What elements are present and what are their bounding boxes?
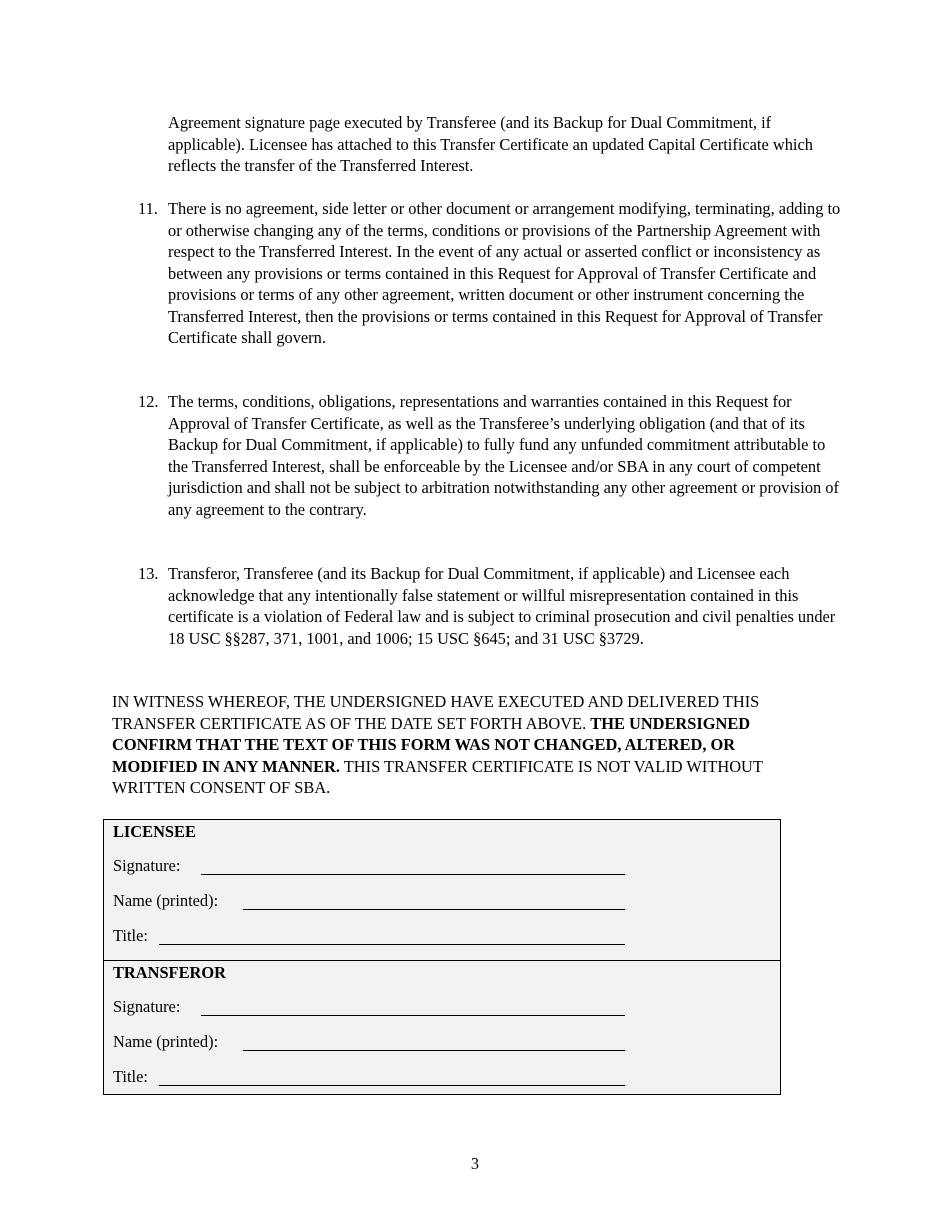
page-number: 3 — [470, 1154, 480, 1173]
list-item — [138, 563, 848, 649]
signature-label: Signature: — [113, 856, 181, 875]
list-item — [138, 198, 848, 349]
signature-field[interactable] — [201, 874, 625, 875]
list-item-text: Transferor, Transferee (and its Backup for Dual Commitment, if applicable) and Licensee each acknowledge that any intentionally false statement or willful misrepresentation contained in this certificate is a violation of Federal law and is subject to criminal prosecution and civil penalties under 18 USC §§287, 371, 1001, and 1006; 15 USC §645; and 31 USC §3729. — [168, 564, 836, 648]
signature-block-title: TRANSFEROR — [113, 963, 226, 982]
list-item-text: The terms, conditions, obligations, representations and warranties contained in this Request for Approval of Transfer Certificate, as well as the Transferee’s underlying obligation (and that of its Backup for Dual Commitment, if applicable) to fully fund any unfunded commitment attributable to the Transferred Interest, shall be enforceable by the Licensee and/or SBA in any court of competent jurisdiction and shall not be subject to arbitration notwithstanding any other agreement or provision of any agreement to the contrary. — [168, 392, 839, 519]
continuation-paragraph: Agreement signature page executed by Transferee (and its Backup for Dual Commitment, if applicable). Licensee has attached to this Transfer Certificate an updated Capital Certificate which reflects the transfer of the Transferred Interest. — [168, 113, 813, 175]
witness-text-part1: IN WITNESS WHEREOF, THE UNDERSIGNED HAVE EXECUTED AND DELIVERED THIS TRANSFER CERTIFICATE AS OF THE DATE SET FORTH ABOVE. — [112, 692, 760, 733]
signature-block-licensee — [104, 820, 780, 961]
name-label: Name (printed): — [113, 1032, 219, 1051]
title-field[interactable] — [159, 944, 625, 945]
signature-block-transferor — [104, 961, 780, 1100]
title-label: Title: — [113, 926, 148, 945]
list-item-text: There is no agreement, side letter or other document or arrangement modifying, terminating, adding to or otherwise changing any of the terms, conditions or provisions of the Partnership Agreement with respect to the Transferred Interest. In the event of any actual or asserted conflict or inconsistency as between any provisions or terms contained in this Request for Approval of Transfer Certificate and provisions or terms of any other agreement, written document or other instrument concerning the Transferred Interest, then the provisions or terms contained in this Request for Approval of Transfer Certificate shall govern. — [168, 199, 841, 347]
name-label: Name (printed): — [113, 891, 219, 910]
signature-block-title: LICENSEE — [113, 822, 196, 841]
witness-statement — [112, 691, 812, 799]
name-field[interactable] — [243, 909, 625, 910]
witness-text-part3: THIS TRANSFER CERTIFICATE IS NOT VALID WITHOUT WRITTEN CONSENT OF SBA. — [112, 756, 763, 797]
list-item-number: 13. — [138, 564, 159, 583]
signature-label: Signature: — [113, 997, 181, 1016]
list-item — [138, 391, 848, 520]
list-item-number: 11. — [138, 199, 158, 218]
witness-text-bold: THE UNDERSIGNED CONFIRM THAT THE TEXT OF THIS FORM WAS NOT CHANGED, ALTERED, OR MODIFIED IN ANY MANNER. — [112, 713, 751, 776]
signature-field[interactable] — [201, 1015, 625, 1016]
list-item-number: 12. — [138, 392, 159, 411]
title-label: Title: — [113, 1067, 148, 1086]
name-field[interactable] — [243, 1050, 625, 1051]
signature-table — [103, 819, 781, 1095]
title-field[interactable] — [159, 1085, 625, 1086]
